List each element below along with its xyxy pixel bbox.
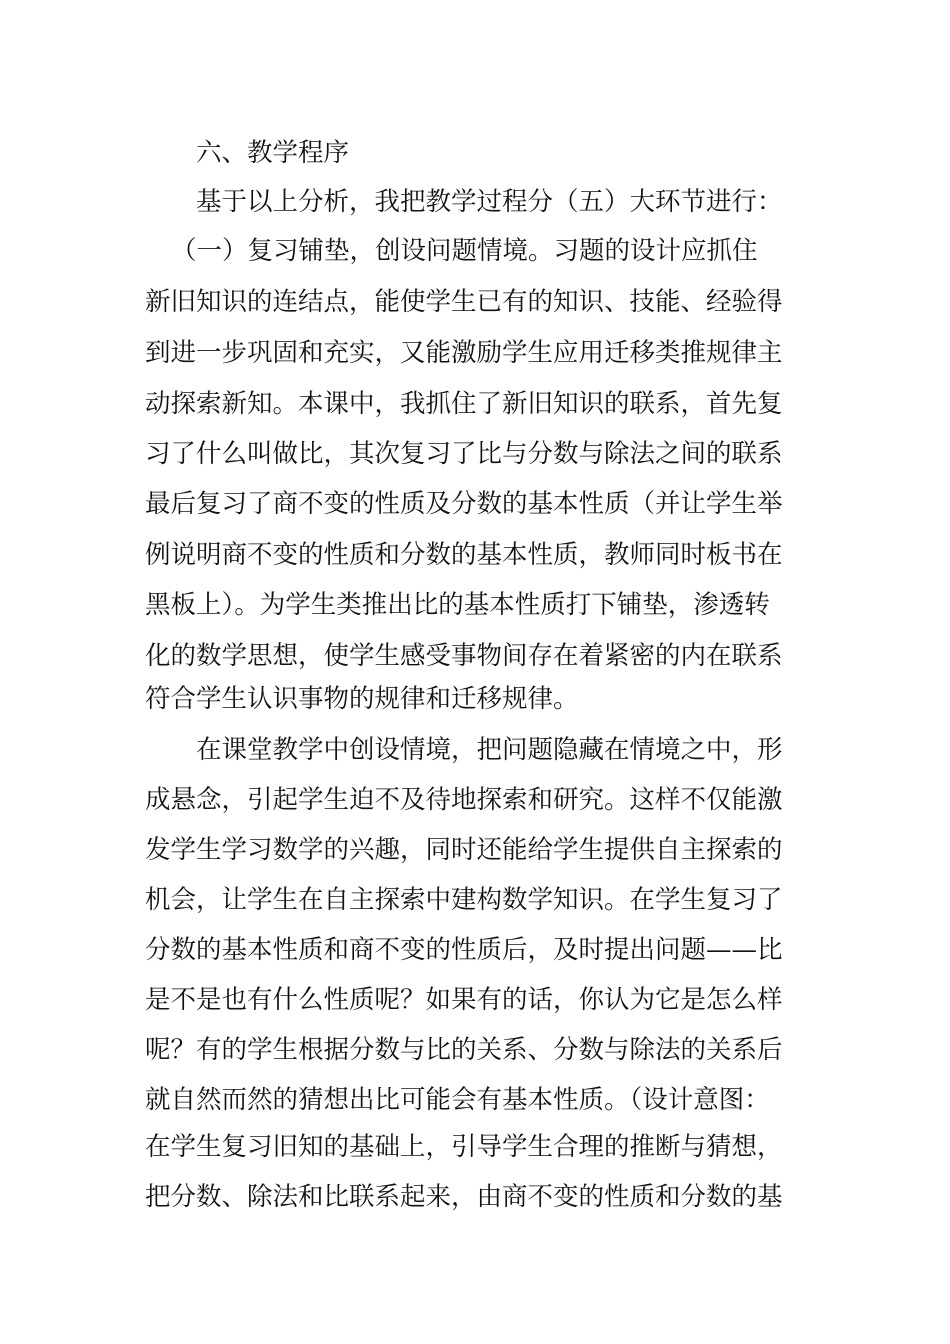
section-heading: 六、教学程序 — [196, 138, 350, 168]
paragraph-1-line: （一）复习铺垫，创设问题情境。习题的设计应抓住 — [171, 236, 758, 266]
paragraph-2-line: 在课堂教学中创设情境，把问题隐藏在情境之中，形 — [196, 735, 783, 765]
paragraph-2-line: 是不是也有什么性质呢？如果有的话，你认为它是怎么样 — [145, 985, 783, 1015]
paragraph-2-line: 就自然而然的猜想出比可能会有基本性质。（设计意图： — [145, 1085, 770, 1115]
paragraph-2-line: 把分数、除法和比联系起来，由商不变的性质和分数的基 — [145, 1182, 783, 1212]
paragraph-1-line: 动探索新知。本课中，我抓住了新旧知识的联系，首先复 — [145, 389, 783, 419]
paragraph-2-line: 发学生学习数学的兴趣，同时还能给学生提供自主探索的 — [145, 835, 783, 865]
paragraph-1-line: 例说明商不变的性质和分数的基本性质，教师同时板书在 — [145, 540, 783, 570]
paragraph-2-line: 在学生复习旧知的基础上，引导学生合理的推断与猜想， — [145, 1132, 783, 1162]
paragraph-1-line: 到进一步巩固和充实，又能激励学生应用迁移类推规律主 — [145, 338, 783, 368]
paragraph-2-line: 机会，让学生在自主探索中建构数学知识。在学生复习了 — [145, 885, 783, 915]
paragraph-1-line: 化的数学思想，使学生感受事物间存在着紧密的内在联系 — [145, 641, 783, 671]
paragraph-2-line: 呢？有的学生根据分数与比的关系、分数与除法的关系后 — [145, 1035, 783, 1065]
intro-line: 基于以上分析，我把教学过程分（五）大环节进行： — [196, 187, 783, 217]
paragraph-1-line: 最后复习了商不变的性质及分数的基本性质（并让学生举 — [145, 489, 783, 519]
paragraph-1-line: 新旧知识的连结点，能使学生已有的知识、技能、经验得 — [145, 287, 783, 317]
paragraph-2-line: 成悬念，引起学生迫不及待地探索和研究。这样不仅能激 — [145, 785, 783, 815]
paragraph-1-line: 黑板上）。为学生类推出比的基本性质打下铺垫，渗透转 — [145, 590, 770, 620]
paragraph-2-line: 分数的基本性质和商不变的性质后，及时提出问题——比 — [145, 935, 783, 965]
paragraph-1-line: 符合学生认识事物的规律和迁移规律。 — [145, 684, 579, 714]
paragraph-1-line: 习了什么叫做比，其次复习了比与分数与除法之间的联系 — [145, 439, 783, 469]
